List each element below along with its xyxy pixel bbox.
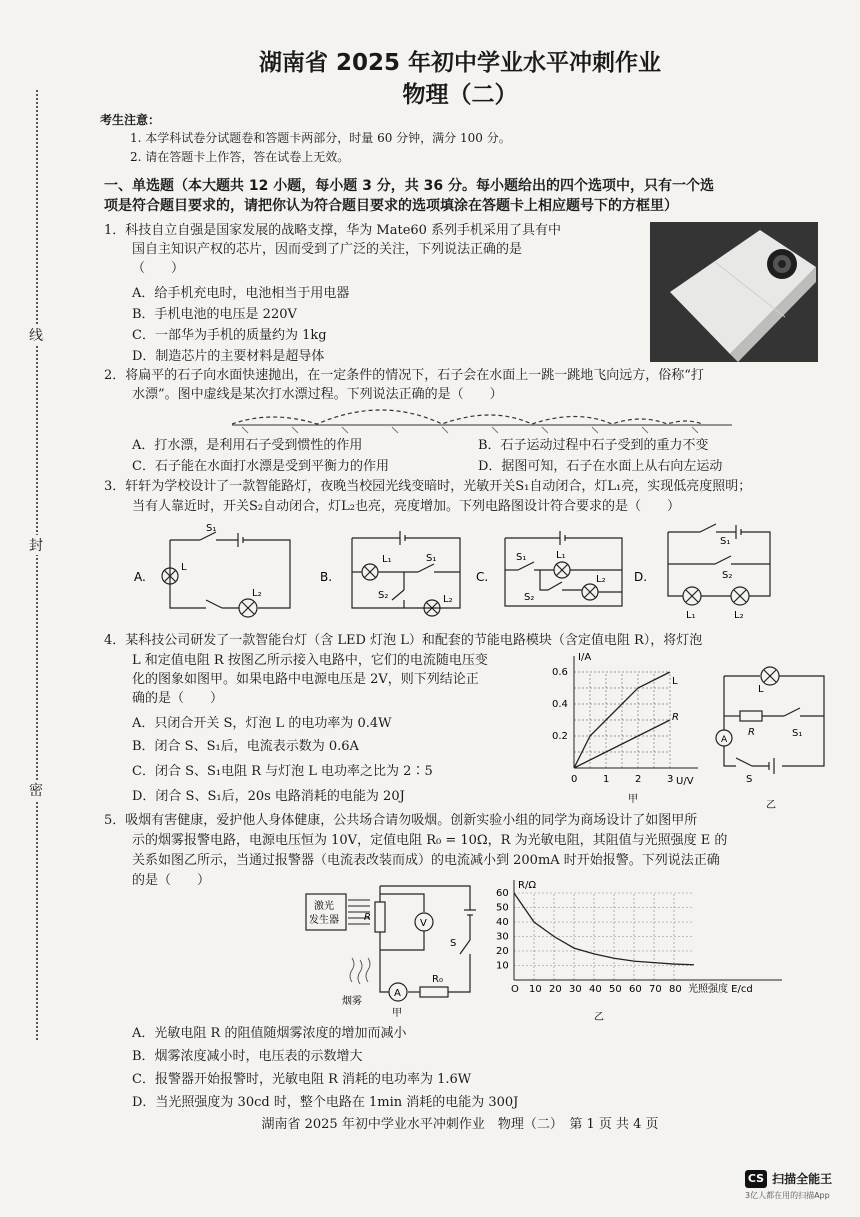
q1-option-b: B．手机电池的电压是 220V: [132, 307, 297, 322]
section-heading-1: 一、单选题（本大题共 12 小题，每小题 3 分，共 36 分。每小题给出的四个选项中，只有一个选: [104, 178, 714, 194]
phone-photo: [650, 222, 818, 362]
q4-xlabel: U/V: [676, 776, 694, 787]
svg-text:L: L: [181, 562, 187, 573]
q5-ytick: 20: [496, 946, 509, 957]
q4-xtick: 3: [667, 774, 674, 785]
exam-title: 湖南省 2025 年初中学业水平冲刺作业: [258, 50, 662, 76]
q4-graph: [548, 648, 708, 808]
q2-option-a: A．打水漂，是利用石子受到惯性的作用: [132, 438, 363, 453]
circuit-c-label: C.: [476, 570, 489, 584]
scanner-watermark: [745, 1168, 832, 1201]
q4-ytick: 0.6: [552, 667, 568, 678]
notice-item-2: 2. 请在答题卡上作答，答在试卷上无效。: [130, 150, 350, 164]
q5-xtick: 40: [589, 984, 602, 995]
q1-text-2: 国自主知识产权的芯片，因而受到了广泛的关注，下列说法正确的是: [132, 242, 523, 257]
svg-text:烟雾: 烟雾: [342, 996, 362, 1007]
q5-xtick: 60: [629, 984, 642, 995]
q2-option-d: D．据图可知，石子在水面上从右向左运动: [478, 459, 723, 474]
q5-xtick: 10: [529, 984, 542, 995]
q4-xtick: 0: [571, 774, 578, 785]
svg-text:V: V: [420, 918, 427, 929]
q5-option-b: B．烟雾浓度减小时，电压表的示数增大: [132, 1049, 363, 1064]
q5-option-a: A．光敏电阻 R 的阻值随烟雾浓度的增加而减小: [132, 1026, 407, 1041]
q4-curve-r-label: R: [672, 712, 679, 723]
q4-circuit-caption: 乙: [766, 800, 776, 811]
q5-text-1: 5．吸烟有害健康，爱护他人身体健康，公共场合请勿吸烟。创新实验小组的同学为商场设计了如图甲所: [104, 813, 698, 828]
q5-text-3: 关系如图乙所示，当通过报警器（电流表改装而成）的电流减小到 200mA 时开始报警。下列说法正确: [132, 853, 720, 868]
circuit-a: [162, 532, 290, 617]
q4-option-a: A．只闭合开关 S，灯泡 L 的电功率为 0.4W: [132, 716, 392, 731]
q4-option-c: C．闭合 S、S₁电阻 R 与灯泡 L 电功率之比为 2∶5: [132, 764, 433, 779]
skipping-stone-figure: [232, 404, 732, 434]
svg-text:L: L: [758, 684, 764, 695]
q3-circuits: [130, 520, 840, 620]
watermark-name: 扫描全能王: [772, 1172, 833, 1186]
q2-text-1: 2．将扁平的石子向水面快速抛出，在一定条件的情况下，石子会在水面上一跳一跳地飞向远方，俗称“打: [104, 368, 704, 383]
svg-text:L₁: L₁: [382, 554, 392, 565]
q1-option-c: C．一部华为手机的质量约为 1kg: [132, 328, 327, 343]
q5-xtick: 20: [549, 984, 562, 995]
q5-option-d: D．当光照强度为 30cd 时，整个电路在 1min 消耗的电能为 300J: [132, 1095, 519, 1110]
q4-ylabel: I/A: [578, 652, 592, 663]
binding-line: [22, 90, 52, 1040]
q4-xtick: 2: [635, 774, 642, 785]
svg-text:R: R: [364, 912, 371, 923]
svg-text:S₁: S₁: [720, 536, 731, 547]
svg-text:L₂: L₂: [596, 574, 606, 585]
svg-text:S₁: S₁: [516, 552, 527, 563]
q5-curve: [514, 893, 694, 965]
svg-text:L₂: L₂: [443, 594, 453, 605]
q1-option-d: D．制造芯片的主要材料是超导体: [132, 349, 325, 364]
q5-xtick: 70: [649, 984, 662, 995]
circuit-b-label: B.: [320, 570, 333, 584]
q5-circuit-caption: 甲: [392, 1008, 402, 1019]
q4-curve-l-label: L: [672, 676, 678, 687]
svg-text:发生器: 发生器: [309, 915, 339, 926]
q1-text-1: 1．科技自立自强是国家发展的战略支撑，华为 Mate60 系列手机采用了具有中: [104, 223, 562, 238]
q2-option-b: B．石子运动过程中石子受到的重力不变: [478, 438, 709, 453]
q4-ytick: 0.4: [552, 699, 568, 710]
svg-text:S₂: S₂: [524, 592, 535, 603]
q5-ytick: 50: [496, 902, 509, 914]
q5-xtick: 80: [669, 984, 682, 995]
q5-graph: [492, 876, 792, 1026]
svg-text:S: S: [450, 938, 457, 949]
circuit-c: [505, 531, 622, 606]
q5-xtick: 50: [609, 984, 622, 995]
q3-text-2: 当有人靠近时，开关S₂自动闭合，灯L₂也亮，亮度增加。下列电路图设计符合要求的是（ ）: [132, 499, 680, 514]
notice-label: 考生注意：: [100, 113, 161, 127]
q4-text-1: 4．某科技公司研发了一款智能台灯（含 LED 灯泡 L）和配套的节能电路模块（含定值电阻 R），将灯泡: [104, 633, 703, 648]
q5-text-2: 示的烟雾报警电路，电源电压恒为 10V，定值电阻 R₀ = 10Ω，R 为光敏电阻，其阻值与光照强度 E 的: [132, 833, 728, 848]
svg-text:S₂: S₂: [378, 590, 389, 601]
svg-text:A: A: [394, 988, 401, 999]
q4-circuit: [712, 662, 830, 812]
q5-xtick: O: [511, 984, 519, 995]
page-footer: 湖南省 2025 年初中学业水平冲刺作业 物理（二） 第 1 页 共 4 页: [261, 1117, 659, 1132]
svg-text:激光: 激光: [314, 901, 334, 912]
svg-text:S₁: S₁: [792, 728, 803, 739]
svg-text:L₂: L₂: [734, 610, 744, 620]
q4-ammeter-label: A: [721, 735, 728, 745]
svg-text:S: S: [746, 774, 753, 785]
q5-ytick: 10: [496, 960, 509, 972]
svg-text:R: R: [748, 727, 755, 738]
binding-char-mi: 密: [24, 780, 48, 800]
q5-circuit: [300, 880, 490, 1020]
svg-text:S₂: S₂: [722, 570, 733, 581]
q4-text-3: 化的图象如图甲。如果电路中电源电压是 2V，则下列结论正: [132, 672, 479, 687]
q4-text-4: 确的是（ ）: [132, 691, 224, 706]
q1-option-a: A．给手机充电时，电池相当于用电器: [132, 286, 350, 301]
q5-graph-caption: 乙: [594, 1012, 604, 1023]
svg-text:L₂: L₂: [252, 588, 262, 599]
q4-option-d: D．闭合 S、S₁后，20s 电路消耗的电能为 20J: [132, 789, 405, 804]
q4-option-b: B．闭合 S、S₁后，电流表示数为 0.6A: [132, 739, 359, 754]
q5-ytick: 40: [496, 917, 509, 928]
svg-text:S₁: S₁: [426, 553, 437, 564]
exam-subject: 物理（二）: [402, 82, 518, 108]
q3-text-1: 3．轩轩为学校设计了一款智能路灯，夜晚当校园光线变暗时，光敏开关S₁自动闭合，灯L₁亮，实现低亮度照明；: [104, 479, 752, 494]
q5-ylabel: R/Ω: [518, 880, 536, 891]
q5-xlabel: 光照强度 E/cd: [688, 984, 753, 995]
q4-xtick: 1: [603, 774, 610, 785]
svg-text:L₁: L₁: [686, 610, 696, 620]
binding-char-feng: 封: [24, 535, 48, 555]
binding-char-xian: 线: [24, 325, 48, 345]
camscanner-logo: CS: [745, 1170, 767, 1188]
watermark-sub: 3亿人都在用的扫描App: [745, 1190, 830, 1200]
svg-text:L₁: L₁: [556, 550, 566, 561]
q5-text-4: 的是（ ）: [132, 873, 211, 888]
notice-item-1: 1. 本学科试卷分试题卷和答题卡两部分，时量 60 分钟，满分 100 分。: [130, 131, 511, 145]
circuit-d-label: D.: [634, 570, 648, 584]
q4-graph-caption: 甲: [628, 794, 638, 805]
q4-text-2: L 和定值电阻 R 按图乙所示接入电路中，它们的电流随电压变: [132, 653, 488, 668]
q5-xtick: 30: [569, 984, 582, 995]
q5-option-c: C．报警器开始报警时，光敏电阻 R 消耗的电功率为 1.6W: [132, 1072, 472, 1087]
q4-ytick: 0.2: [552, 731, 568, 742]
circuit-d: [668, 524, 770, 605]
svg-text:S₁: S₁: [206, 523, 217, 534]
circuit-a-label: A.: [134, 570, 146, 584]
q5-ytick: 30: [496, 931, 509, 943]
q2-option-c: C．石子能在水面打水漂是受到平衡力的作用: [132, 459, 389, 474]
q2-text-2: 水漂”。图中虚线是某次打水漂过程。下列说法正确的是（ ）: [132, 387, 503, 402]
section-heading-2: 项是符合题目要求的，请把你认为符合题目要求的选项填涂在答题卡上相应题号下的方框里）: [104, 198, 678, 214]
svg-text:R₀: R₀: [432, 974, 443, 985]
q5-ytick: 60: [496, 888, 509, 899]
q1-text-3: （ ）: [132, 261, 185, 276]
